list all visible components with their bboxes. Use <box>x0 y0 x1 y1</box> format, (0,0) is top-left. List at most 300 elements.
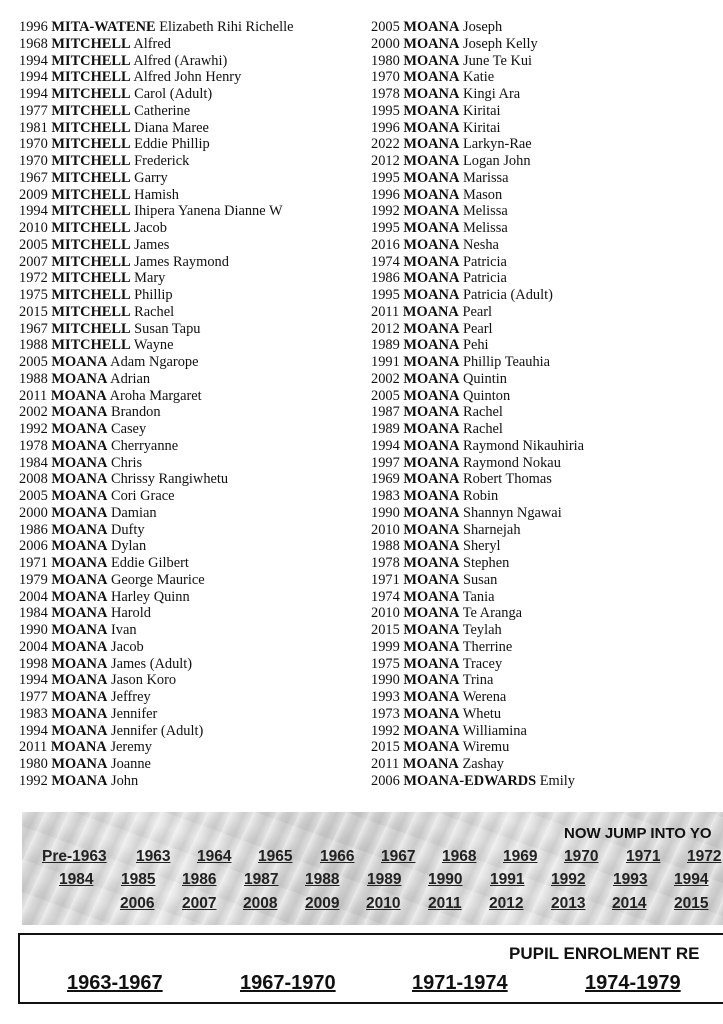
name-entry <box>371 19 723 36</box>
entry-year: 1991 <box>371 354 400 370</box>
entry-year: 1999 <box>371 638 400 655</box>
entry-given-names: Damian <box>110 504 157 521</box>
name-entry <box>19 572 359 589</box>
year-link-2011[interactable]: 2011 <box>428 895 462 912</box>
year-link-2014[interactable]: 2014 <box>612 895 647 912</box>
name-entry <box>371 438 723 455</box>
name-entry <box>371 270 723 287</box>
entry-year: 1995 <box>371 220 400 236</box>
entry-year: 1994 <box>371 437 400 454</box>
name-entry <box>371 136 723 153</box>
enrolment-period-link[interactable]: 1971-1974 <box>412 972 508 994</box>
year-link-pre-1963[interactable]: Pre-1963 <box>42 848 107 865</box>
name-entry <box>371 672 723 689</box>
entry-given-names: Jennifer <box>110 705 158 722</box>
entry-year: 2011 <box>371 756 400 772</box>
year-link-1987[interactable]: 1987 <box>244 871 279 888</box>
entry-surname: MOANA <box>403 387 460 404</box>
year-link-2009[interactable]: 2009 <box>305 895 340 912</box>
entry-given-names: Te Aranga <box>462 605 523 622</box>
entry-given-names: Teylah <box>462 622 502 638</box>
entry-year: 1971 <box>371 571 400 588</box>
entry-surname: MOANA <box>403 320 460 337</box>
entry-year: 2011 <box>371 303 400 320</box>
name-entry <box>19 538 359 555</box>
year-link-2015[interactable]: 2015 <box>674 895 709 912</box>
names-column-right <box>371 19 723 790</box>
entry-given-names: Patricia <box>462 253 507 270</box>
entry-given-names: Trina <box>462 672 494 689</box>
entry-given-names: Adam Ngarope <box>110 354 199 370</box>
entry-surname: MOANA <box>403 169 460 186</box>
name-entry <box>371 371 723 388</box>
name-entry <box>371 488 723 505</box>
year-link-1994[interactable]: 1994 <box>674 871 709 888</box>
entry-surname: MOANA <box>403 119 460 136</box>
name-entry <box>371 471 723 488</box>
entry-given-names: Stephen <box>462 555 510 571</box>
entry-surname: MOANA <box>402 303 459 320</box>
entry-surname: MOANA <box>403 153 460 169</box>
entry-given-names: Tania <box>462 588 495 605</box>
entry-given-names: Susan <box>462 571 498 588</box>
entry-surname: MOANA <box>50 387 107 404</box>
entry-surname: MITCHELL <box>51 270 131 287</box>
year-link-1966[interactable]: 1966 <box>320 848 355 865</box>
entry-given-names: Pehi <box>462 337 489 354</box>
name-entry <box>371 505 723 522</box>
year-link-2007[interactable]: 2007 <box>182 895 217 912</box>
year-link-2008[interactable]: 2008 <box>243 895 278 912</box>
entry-given-names: George Maurice <box>110 571 205 588</box>
entry-given-names: Phillip Teauhia <box>462 354 551 370</box>
entry-surname: MOANA <box>51 504 108 521</box>
name-entry <box>19 287 359 304</box>
entry-year: 1990 <box>19 622 48 638</box>
entry-surname: MOANA <box>403 672 460 689</box>
name-entry <box>19 19 359 36</box>
entry-surname: MOANA <box>403 35 460 52</box>
entry-surname: MOANA <box>50 739 107 756</box>
entry-surname: MOANA <box>402 756 459 772</box>
entry-year: 2000 <box>19 504 48 521</box>
entry-surname: MOANA <box>403 638 460 655</box>
year-link-1969[interactable]: 1969 <box>503 848 538 865</box>
entry-given-names: Chrissy Rangiwhetu <box>110 471 229 488</box>
entry-surname: MOANA <box>403 337 460 354</box>
entry-given-names: Katie <box>462 69 495 86</box>
name-entry <box>19 69 359 86</box>
entry-given-names: Emily <box>539 772 575 789</box>
entry-year: 1995 <box>371 169 400 186</box>
entry-given-names: Dylan <box>110 538 147 555</box>
year-link-1988[interactable]: 1988 <box>305 871 340 888</box>
entry-year: 1970 <box>19 136 48 153</box>
entry-given-names: Cori Grace <box>110 488 175 504</box>
name-entry <box>19 672 359 689</box>
entry-surname: MITCHELL <box>51 102 131 119</box>
year-link-2010[interactable]: 2010 <box>366 895 401 912</box>
year-link-1986[interactable]: 1986 <box>182 871 217 888</box>
name-entry <box>19 36 359 53</box>
entry-given-names: Marissa <box>462 169 509 186</box>
entry-year: 1978 <box>371 555 400 571</box>
name-entry <box>371 639 723 656</box>
entry-surname: MITCHELL <box>51 52 131 69</box>
enrolment-title: PUPIL ENROLMENT RE <box>509 944 700 963</box>
entry-year: 2010 <box>19 220 48 236</box>
entry-given-names: Robin <box>462 488 499 504</box>
entry-year: 1994 <box>19 722 48 739</box>
name-entry <box>371 321 723 338</box>
year-link-2012[interactable]: 2012 <box>489 895 524 912</box>
entry-year: 1994 <box>19 203 48 220</box>
entry-year: 1977 <box>19 689 48 705</box>
entry-given-names: Mason <box>462 186 503 203</box>
name-entry <box>371 756 723 773</box>
name-entry <box>371 455 723 472</box>
entry-surname: MITCHELL <box>51 220 131 236</box>
name-entry <box>19 689 359 706</box>
entry-surname: MITCHELL <box>51 69 131 86</box>
entry-surname: MOANA <box>51 672 108 689</box>
enrolment-period-link[interactable]: 1963-1967 <box>67 972 163 994</box>
name-entry <box>19 86 359 103</box>
name-entry <box>19 589 359 606</box>
entry-year: 1996 <box>371 119 400 136</box>
name-entry <box>371 723 723 740</box>
entry-given-names: Casey <box>110 421 147 437</box>
name-entry <box>371 170 723 187</box>
entry-surname: MOANA <box>51 705 108 722</box>
entry-given-names: James (Adult) <box>110 655 193 672</box>
name-entry <box>19 756 359 773</box>
entry-surname: MOANA <box>403 253 460 270</box>
entry-given-names: Catherine <box>134 102 191 119</box>
name-entry <box>371 555 723 572</box>
entry-given-names: Alfred <box>133 35 171 52</box>
entry-given-names: Whetu <box>462 705 502 722</box>
name-entry <box>19 505 359 522</box>
entry-given-names: Brandon <box>110 404 161 421</box>
entry-given-names: Raymond Nikauhiria <box>462 437 585 454</box>
year-link-1963[interactable]: 1963 <box>136 848 171 865</box>
entry-given-names: Joseph Kelly <box>462 35 538 52</box>
entry-surname: MOANA <box>403 421 460 437</box>
entry-given-names: Zashay <box>462 756 504 772</box>
entry-year: 2005 <box>371 19 400 35</box>
entry-year: 1978 <box>19 437 48 454</box>
name-entry <box>19 237 359 254</box>
entry-given-names: Susan Tapu <box>134 320 201 337</box>
entry-given-names: James <box>134 236 170 253</box>
entry-surname: MITCHELL <box>51 320 131 337</box>
name-entry <box>371 53 723 70</box>
entry-surname: MITCHELL <box>51 236 131 253</box>
entry-given-names: Quintin <box>462 370 507 387</box>
year-link-1972[interactable]: 1972 <box>687 848 722 865</box>
name-entry <box>371 120 723 137</box>
entry-surname: MOANA <box>403 622 460 638</box>
entry-given-names: Aroha Margaret <box>109 387 202 404</box>
entry-year: 1994 <box>19 672 48 689</box>
entry-surname: MOANA <box>51 588 108 605</box>
name-entry <box>371 739 723 756</box>
name-entry <box>19 773 359 790</box>
entry-surname: MOANA <box>51 571 108 588</box>
name-entry <box>371 69 723 86</box>
year-link-2006[interactable]: 2006 <box>120 895 155 912</box>
entry-given-names: Chris <box>110 454 143 471</box>
entry-surname: MOANA <box>403 270 460 287</box>
name-entry <box>19 639 359 656</box>
entry-given-names: Diana Maree <box>134 119 209 136</box>
entry-surname: MITCHELL <box>51 186 131 203</box>
entry-surname: MOANA <box>51 354 108 370</box>
entry-surname: MITCHELL <box>51 287 131 303</box>
enrolment-period-link[interactable]: 1967-1970 <box>240 972 336 994</box>
year-link-1970[interactable]: 1970 <box>564 848 599 865</box>
entry-given-names: Kingi Ara <box>462 86 521 102</box>
entry-year: 2004 <box>19 588 48 605</box>
entry-surname: MOANA <box>403 102 460 119</box>
entry-surname: MOANA <box>403 437 460 454</box>
entry-surname: MOANA <box>403 203 460 220</box>
entry-year: 1967 <box>19 320 48 337</box>
enrolment-period-link[interactable]: 1974-1979 <box>585 972 681 994</box>
entry-given-names: Frederick <box>134 153 190 169</box>
entry-given-names: Raymond Nokau <box>462 454 561 471</box>
name-entry <box>19 103 359 120</box>
year-link-1989[interactable]: 1989 <box>367 871 402 888</box>
jump-heading: NOW JUMP INTO YO <box>564 825 712 842</box>
year-link-1992[interactable]: 1992 <box>551 871 586 888</box>
entry-year: 2022 <box>371 136 400 153</box>
entry-surname: MOANA <box>403 454 460 471</box>
entry-given-names: Rachel <box>462 421 503 437</box>
name-entry <box>19 120 359 137</box>
name-entry <box>371 404 723 421</box>
entry-year: 2005 <box>371 387 400 404</box>
entry-surname: MOANA <box>403 86 460 102</box>
entry-given-names: Pearl <box>462 320 493 337</box>
year-link-1990[interactable]: 1990 <box>428 871 463 888</box>
name-entry <box>371 689 723 706</box>
entry-given-names: Garry <box>134 169 168 186</box>
entry-surname: MOANA <box>51 689 108 705</box>
entry-surname: MOANA <box>403 136 460 153</box>
entry-given-names: Alfred (Arawhi) <box>133 52 228 69</box>
year-link-1964[interactable]: 1964 <box>197 848 232 865</box>
entry-surname: MOANA <box>403 287 460 303</box>
name-entry <box>371 354 723 371</box>
name-entry <box>19 187 359 204</box>
name-entry <box>19 203 359 220</box>
entry-surname: MOANA <box>403 521 460 538</box>
entry-year: 2012 <box>371 153 400 169</box>
entry-given-names: Nesha <box>462 236 499 253</box>
name-entry <box>371 287 723 304</box>
entry-surname: MOANA <box>51 538 108 555</box>
entry-surname: MOANA <box>51 722 108 739</box>
entry-given-names: Williamina <box>462 722 527 739</box>
entry-given-names: Logan John <box>462 153 531 169</box>
entry-surname: MOANA <box>403 555 460 571</box>
entry-year: 1996 <box>19 19 48 35</box>
entry-year: 2004 <box>19 638 48 655</box>
entry-surname: MOANA <box>403 655 460 672</box>
entry-year: 2002 <box>371 370 400 387</box>
entry-year: 2016 <box>371 236 400 253</box>
entry-year: 1984 <box>19 605 48 622</box>
year-link-1967[interactable]: 1967 <box>381 848 416 865</box>
entry-given-names: Jennifer (Adult) <box>110 722 204 739</box>
entry-given-names: Eddie Gilbert <box>110 555 189 571</box>
entry-year: 1987 <box>371 404 400 421</box>
year-link-1968[interactable]: 1968 <box>442 848 477 865</box>
entry-year: 2006 <box>371 772 400 789</box>
year-link-1965[interactable]: 1965 <box>258 848 293 865</box>
entry-year: 1980 <box>371 52 400 69</box>
entry-surname: MOANA <box>51 622 108 638</box>
entry-given-names: Alfred John Henry <box>133 69 242 86</box>
entry-given-names: Joseph <box>462 19 503 35</box>
entry-given-names: Melissa <box>462 203 508 220</box>
entry-given-names: Jeremy <box>110 739 152 756</box>
entry-given-names: Pearl <box>462 303 493 320</box>
entry-given-names: Elizabeth Rihi Richelle <box>159 19 294 35</box>
entry-year: 2007 <box>19 253 48 270</box>
entry-given-names: Jacob <box>110 638 144 655</box>
entry-surname: MITCHELL <box>51 35 131 52</box>
entry-surname: MITA-WATENE <box>51 19 156 35</box>
entry-year: 1980 <box>19 756 48 772</box>
entry-year: 1988 <box>19 337 48 354</box>
name-entry <box>19 304 359 321</box>
entry-surname: MITCHELL <box>51 119 131 136</box>
entry-surname: MITCHELL <box>51 136 131 153</box>
entry-surname: MITCHELL <box>51 169 131 186</box>
entry-year: 1974 <box>371 588 400 605</box>
name-entry <box>19 136 359 153</box>
names-column-left <box>19 19 359 790</box>
entry-year: 1997 <box>371 454 400 471</box>
entry-surname: MOANA <box>403 588 460 605</box>
entry-year: 2015 <box>371 739 400 756</box>
year-link-1993[interactable]: 1993 <box>613 871 648 888</box>
year-link-1971[interactable]: 1971 <box>626 848 661 865</box>
name-entry <box>19 706 359 723</box>
entry-year: 1969 <box>371 471 400 488</box>
entry-given-names: Larkyn-Rae <box>462 136 532 153</box>
entry-year: 1984 <box>19 454 48 471</box>
name-entry <box>19 153 359 170</box>
name-entry <box>371 706 723 723</box>
entry-given-names: Kiritai <box>462 102 501 119</box>
entry-year: 2012 <box>371 320 400 337</box>
entry-year: 1975 <box>19 287 48 303</box>
entry-year: 1975 <box>371 655 400 672</box>
name-entry <box>371 605 723 622</box>
entry-surname: MOANA <box>51 471 108 488</box>
entry-year: 1998 <box>19 655 48 672</box>
entry-given-names: Sheryl <box>462 538 501 555</box>
entry-year: 2002 <box>19 404 48 421</box>
name-entry <box>371 421 723 438</box>
entry-given-names: Melissa <box>462 220 508 236</box>
name-entry <box>371 572 723 589</box>
entry-given-names: Werena <box>462 689 507 705</box>
entry-surname: MOANA <box>403 69 460 86</box>
name-entry <box>19 421 359 438</box>
entry-given-names: Kiritai <box>462 119 501 136</box>
entry-given-names: Carol (Adult) <box>134 86 213 102</box>
entry-given-names: Cherryanne <box>110 437 179 454</box>
name-entry <box>371 203 723 220</box>
entry-surname: MITCHELL <box>51 203 131 220</box>
name-entry <box>371 36 723 53</box>
name-entry <box>371 773 723 790</box>
name-entry <box>371 622 723 639</box>
year-link-1985[interactable]: 1985 <box>121 871 156 888</box>
entry-given-names: Rachel <box>462 404 503 421</box>
entry-given-names: Harold <box>110 605 151 622</box>
year-link-2013[interactable]: 2013 <box>551 895 586 912</box>
entry-surname: MITCHELL <box>51 337 131 354</box>
entry-year: 1992 <box>19 772 48 789</box>
entry-given-names: Jeffrey <box>110 689 151 705</box>
entry-year: 1993 <box>371 689 400 705</box>
name-entry <box>371 86 723 103</box>
entry-given-names: Hamish <box>134 186 179 203</box>
entry-year: 1992 <box>19 421 48 437</box>
entry-surname: MOANA <box>403 186 460 203</box>
entry-year: 1990 <box>371 672 400 689</box>
year-link-1991[interactable]: 1991 <box>490 871 525 888</box>
entry-given-names: Phillip <box>134 287 173 303</box>
year-row-3 <box>22 895 723 917</box>
year-link-1984[interactable]: 1984 <box>59 871 94 888</box>
entry-year: 1979 <box>19 571 48 588</box>
enrolment-records-box <box>18 933 723 1004</box>
name-entry <box>19 53 359 70</box>
entry-year: 1967 <box>19 169 48 186</box>
entry-year: 2005 <box>19 488 48 504</box>
entry-year: 1983 <box>371 488 400 504</box>
entry-given-names: Robert Thomas <box>462 471 552 488</box>
entry-year: 1970 <box>371 69 400 86</box>
entry-year: 2015 <box>19 303 48 320</box>
name-entry <box>371 388 723 405</box>
entry-surname: MOANA <box>403 722 460 739</box>
name-entry <box>19 354 359 371</box>
name-entry <box>19 555 359 572</box>
entry-given-names: Therrine <box>462 638 513 655</box>
entry-given-names: Sharnejah <box>462 521 521 538</box>
entry-surname: MOANA <box>51 605 108 622</box>
entry-year: 2015 <box>371 622 400 638</box>
entry-year: 1986 <box>371 270 400 287</box>
year-row-1 <box>22 848 723 870</box>
entry-given-names: Shannyn Ngawai <box>462 504 562 521</box>
name-entry <box>19 522 359 539</box>
name-entry <box>19 488 359 505</box>
name-entry <box>19 622 359 639</box>
entry-surname: MOANA <box>403 689 460 705</box>
entry-surname: MOANA <box>403 488 460 504</box>
entry-given-names: Quinton <box>462 387 511 404</box>
entry-year: 2010 <box>371 605 400 622</box>
